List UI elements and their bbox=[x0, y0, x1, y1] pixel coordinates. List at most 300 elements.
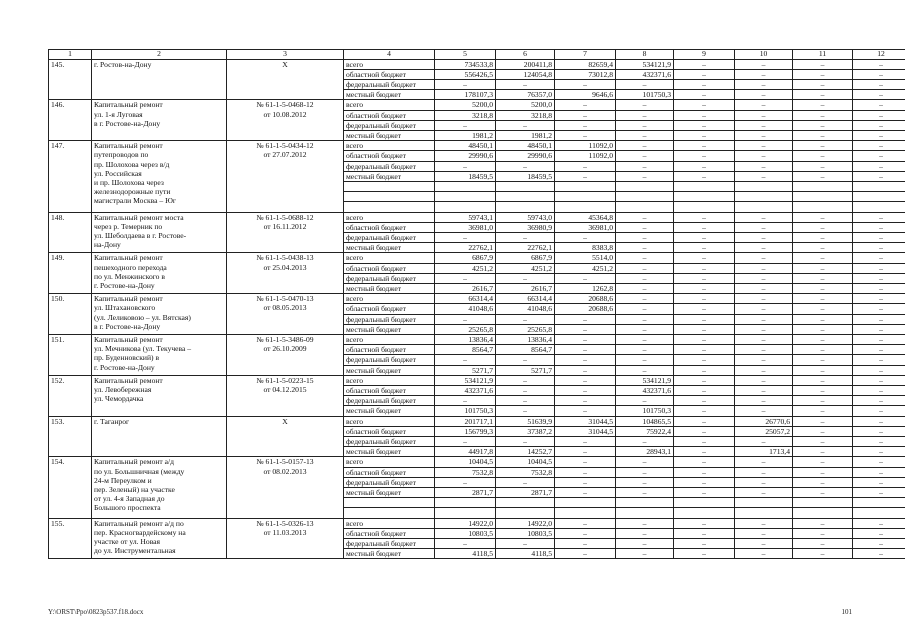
amount-cell: – bbox=[735, 100, 793, 110]
amount-cell: – bbox=[793, 59, 853, 69]
amount-cell: – bbox=[496, 120, 555, 130]
amount-cell: 9646,6 bbox=[555, 90, 616, 100]
amount-cell: 534121,9 bbox=[616, 375, 674, 385]
amount-cell: – bbox=[555, 314, 616, 324]
amount-cell: – bbox=[616, 233, 674, 243]
amount-cell: – bbox=[496, 80, 555, 90]
object-name-line: по ул. Большничная (между bbox=[94, 466, 185, 476]
amount-cell: – bbox=[735, 253, 793, 263]
amount-cell: – bbox=[555, 467, 616, 477]
object-name-line: пер. Красногвардейскому на bbox=[94, 527, 186, 537]
amount-cell: 8383,8 bbox=[555, 243, 616, 253]
funding-source: всего bbox=[344, 375, 435, 385]
amount-cell: – bbox=[793, 273, 853, 283]
amount-cell: – bbox=[674, 131, 735, 141]
amount-cell: 2616,7 bbox=[435, 284, 496, 294]
amount-cell bbox=[793, 508, 853, 518]
amount-cell: 14922,0 bbox=[496, 518, 555, 528]
amount-cell: – bbox=[735, 488, 793, 498]
amount-cell: – bbox=[853, 80, 905, 90]
amount-cell: 101750,3 bbox=[435, 406, 496, 416]
amount-cell: 101750,3 bbox=[616, 406, 674, 416]
funding-source: областной бюджет bbox=[344, 222, 435, 232]
object-name-line: ул. Мечникова (ул. Текучева – bbox=[94, 344, 192, 354]
amount-cell: 36981,0 bbox=[435, 222, 496, 232]
table-row bbox=[49, 59, 905, 69]
amount-cell: 3218,8 bbox=[496, 110, 555, 120]
amount-cell: – bbox=[853, 518, 905, 528]
amount-cell: 18459,5 bbox=[496, 171, 555, 181]
amount-cell: – bbox=[793, 141, 853, 151]
amount-cell: – bbox=[674, 345, 735, 355]
amount-cell: 29990,6 bbox=[435, 151, 496, 161]
table-row bbox=[49, 141, 905, 151]
amount-cell: – bbox=[555, 80, 616, 90]
amount-cell: – bbox=[735, 284, 793, 294]
amount-cell: – bbox=[735, 80, 793, 90]
amount-cell: – bbox=[616, 222, 674, 232]
object-name-line: Большого проспекта bbox=[94, 503, 161, 513]
amount-cell: 48450,1 bbox=[496, 141, 555, 151]
amount-cell: – bbox=[735, 324, 793, 334]
amount-cell bbox=[735, 202, 793, 212]
amount-cell: – bbox=[555, 233, 616, 243]
amount-cell bbox=[674, 192, 735, 202]
amount-cell: – bbox=[853, 416, 905, 426]
amount-cell: 31044,5 bbox=[555, 416, 616, 426]
amount-cell: – bbox=[616, 355, 674, 365]
amount-cell: 10404,5 bbox=[496, 457, 555, 467]
amount-cell: – bbox=[793, 457, 853, 467]
amount-cell: 29990,6 bbox=[496, 151, 555, 161]
expertise-document-line: № 61-1-5-0470-13 bbox=[256, 294, 314, 304]
amount-cell: – bbox=[735, 304, 793, 314]
funding-source: всего bbox=[344, 416, 435, 426]
expertise-document-line: от 08.02.2013 bbox=[263, 466, 307, 476]
amount-cell: – bbox=[853, 222, 905, 232]
amount-cell: – bbox=[853, 406, 905, 416]
amount-cell bbox=[793, 182, 853, 192]
amount-cell: 6867,9 bbox=[496, 253, 555, 263]
amount-cell: 8564,7 bbox=[435, 345, 496, 355]
amount-cell: – bbox=[616, 131, 674, 141]
amount-cell: 1981,2 bbox=[435, 131, 496, 141]
amount-cell: – bbox=[555, 375, 616, 385]
amount-cell: – bbox=[793, 80, 853, 90]
funding-source: местный бюджет bbox=[344, 365, 435, 375]
table-row bbox=[49, 335, 905, 345]
amount-cell: – bbox=[616, 528, 674, 538]
amount-cell: – bbox=[793, 396, 853, 406]
amount-cell bbox=[616, 498, 674, 508]
amount-cell: – bbox=[674, 528, 735, 538]
amount-cell: – bbox=[853, 375, 905, 385]
amount-cell: 2871,7 bbox=[496, 488, 555, 498]
amount-cell: – bbox=[793, 518, 853, 528]
amount-cell: – bbox=[674, 335, 735, 345]
amount-cell: 4251,2 bbox=[435, 263, 496, 273]
funding-source: местный бюджет bbox=[344, 171, 435, 181]
amount-cell: – bbox=[555, 100, 616, 110]
expertise-document-line: № 61-1-5-0434-12 bbox=[256, 141, 314, 151]
amount-cell bbox=[674, 202, 735, 212]
amount-cell: – bbox=[616, 467, 674, 477]
funding-source bbox=[344, 498, 435, 508]
amount-cell: – bbox=[616, 243, 674, 253]
amount-cell: – bbox=[793, 243, 853, 253]
funding-source: федеральный бюджет bbox=[344, 233, 435, 243]
amount-cell: 432371,6 bbox=[435, 386, 496, 396]
amount-cell: – bbox=[616, 365, 674, 375]
amount-cell: – bbox=[735, 467, 793, 477]
funding-source: федеральный бюджет bbox=[344, 355, 435, 365]
expertise-document bbox=[227, 416, 344, 457]
amount-cell: – bbox=[435, 539, 496, 549]
amount-cell: – bbox=[555, 457, 616, 467]
amount-cell: – bbox=[674, 233, 735, 243]
amount-cell: – bbox=[616, 539, 674, 549]
object-name bbox=[92, 141, 227, 212]
amount-cell: 1262,8 bbox=[555, 284, 616, 294]
amount-cell: – bbox=[496, 161, 555, 171]
funding-source: федеральный бюджет bbox=[344, 161, 435, 171]
amount-cell: – bbox=[435, 314, 496, 324]
amount-cell: 10803,5 bbox=[496, 528, 555, 538]
amount-cell: 22762,1 bbox=[496, 243, 555, 253]
amount-cell: – bbox=[793, 171, 853, 181]
funding-source: всего bbox=[344, 100, 435, 110]
amount-cell: – bbox=[496, 477, 555, 487]
table-row bbox=[49, 253, 905, 263]
amount-cell: 66314,4 bbox=[435, 294, 496, 304]
amount-cell: 5200,0 bbox=[496, 100, 555, 110]
amount-cell: – bbox=[793, 90, 853, 100]
amount-cell: – bbox=[793, 539, 853, 549]
amount-cell: – bbox=[853, 212, 905, 222]
amount-cell: – bbox=[735, 151, 793, 161]
amount-cell: – bbox=[435, 437, 496, 447]
column-number-cell: 6 bbox=[496, 50, 555, 60]
amount-cell: – bbox=[674, 488, 735, 498]
amount-cell: – bbox=[853, 396, 905, 406]
funding-source: федеральный бюджет bbox=[344, 396, 435, 406]
amount-cell: 51639,9 bbox=[496, 416, 555, 426]
object-name bbox=[92, 375, 227, 416]
amount-cell: – bbox=[793, 416, 853, 426]
amount-cell: – bbox=[793, 324, 853, 334]
amount-cell: – bbox=[616, 314, 674, 324]
object-name-line: ул. Левобережная bbox=[94, 385, 152, 395]
expertise-document-line: от 04.12.2015 bbox=[263, 385, 307, 395]
amount-cell: 14922,0 bbox=[435, 518, 496, 528]
amount-cell: – bbox=[793, 131, 853, 141]
amount-cell: – bbox=[674, 416, 735, 426]
table-row bbox=[49, 294, 905, 304]
amount-cell: – bbox=[793, 426, 853, 436]
amount-cell: – bbox=[793, 120, 853, 130]
amount-cell bbox=[435, 508, 496, 518]
amount-cell bbox=[555, 192, 616, 202]
table-row bbox=[49, 375, 905, 385]
funding-source: федеральный бюджет bbox=[344, 273, 435, 283]
amount-cell: – bbox=[793, 161, 853, 171]
amount-cell bbox=[616, 202, 674, 212]
amount-cell bbox=[674, 498, 735, 508]
object-name-line: г. Ростове-на-Дону bbox=[94, 281, 155, 291]
object-name-line: Капитальный ремонт bbox=[94, 294, 163, 304]
object-name-line: ул. Шеболдаева в г. Ростове- bbox=[94, 231, 187, 240]
amount-cell: 5514,0 bbox=[555, 253, 616, 263]
budget-table-page bbox=[48, 49, 905, 559]
amount-cell: – bbox=[853, 437, 905, 447]
amount-cell: – bbox=[674, 141, 735, 151]
table-row bbox=[49, 100, 905, 110]
amount-cell: – bbox=[735, 528, 793, 538]
amount-cell bbox=[735, 508, 793, 518]
amount-cell: 101750,3 bbox=[616, 90, 674, 100]
amount-cell: – bbox=[674, 80, 735, 90]
table-row bbox=[49, 457, 905, 467]
amount-cell: – bbox=[674, 426, 735, 436]
funding-source: всего bbox=[344, 141, 435, 151]
object-name-line: пешеходного перехода bbox=[94, 262, 167, 272]
amount-cell: – bbox=[674, 212, 735, 222]
amount-cell: – bbox=[853, 355, 905, 365]
object-name bbox=[92, 59, 227, 100]
expertise-document-line: от 25.04.2013 bbox=[263, 262, 307, 272]
amount-cell: – bbox=[735, 457, 793, 467]
amount-cell: 73012,8 bbox=[555, 69, 616, 79]
funding-source: всего bbox=[344, 212, 435, 222]
amount-cell: – bbox=[793, 212, 853, 222]
amount-cell: – bbox=[555, 406, 616, 416]
amount-cell: – bbox=[555, 549, 616, 559]
expertise-document-line: от 08.05.2013 bbox=[263, 303, 307, 313]
amount-cell bbox=[555, 182, 616, 192]
funding-source bbox=[344, 508, 435, 518]
amount-cell: 534121,9 bbox=[616, 59, 674, 69]
amount-cell: 36980,9 bbox=[496, 222, 555, 232]
object-name-line: в г. Ростове-на-Дону bbox=[94, 321, 161, 331]
amount-cell: – bbox=[674, 263, 735, 273]
expertise-document-line: № 61-1-5-0688-12 bbox=[256, 212, 314, 222]
amount-cell: – bbox=[853, 273, 905, 283]
object-name-line: ул. Штахановского bbox=[94, 303, 156, 313]
amount-cell: 25265,8 bbox=[496, 324, 555, 334]
amount-cell: – bbox=[853, 100, 905, 110]
funding-source: всего bbox=[344, 518, 435, 528]
amount-cell: – bbox=[853, 457, 905, 467]
amount-cell: – bbox=[616, 345, 674, 355]
object-name-line: железнодорожные пути bbox=[94, 187, 171, 197]
amount-cell: – bbox=[735, 539, 793, 549]
amount-cell: – bbox=[616, 273, 674, 283]
funding-source: всего bbox=[344, 457, 435, 467]
amount-cell: – bbox=[555, 110, 616, 120]
amount-cell: – bbox=[496, 375, 555, 385]
amount-cell: – bbox=[735, 59, 793, 69]
amount-cell bbox=[616, 192, 674, 202]
amount-cell: – bbox=[735, 263, 793, 273]
amount-cell: 5271,7 bbox=[435, 365, 496, 375]
amount-cell bbox=[435, 202, 496, 212]
amount-cell: – bbox=[674, 171, 735, 181]
object-name bbox=[92, 253, 227, 294]
funding-source: местный бюджет bbox=[344, 284, 435, 294]
amount-cell: – bbox=[674, 222, 735, 232]
amount-cell bbox=[793, 202, 853, 212]
amount-cell: – bbox=[735, 273, 793, 283]
amount-cell: – bbox=[616, 263, 674, 273]
amount-cell: – bbox=[674, 457, 735, 467]
column-number-cell: 10 bbox=[735, 50, 793, 60]
amount-cell: – bbox=[435, 120, 496, 130]
amount-cell: – bbox=[793, 263, 853, 273]
page-number: 101 bbox=[841, 608, 852, 616]
funding-source: федеральный бюджет bbox=[344, 437, 435, 447]
expertise-document bbox=[227, 457, 344, 518]
amount-cell: – bbox=[674, 120, 735, 130]
expertise-document-line: № 61-1-5-0438-13 bbox=[256, 253, 314, 263]
amount-cell: – bbox=[793, 314, 853, 324]
amount-cell: – bbox=[555, 365, 616, 375]
object-name bbox=[92, 294, 227, 335]
object-name-line: Капитальный ремонт а/д bbox=[94, 457, 174, 467]
amount-cell: 4118,5 bbox=[496, 549, 555, 559]
object-name bbox=[92, 212, 227, 253]
expertise-document-line: № 61-1-5-0157-13 bbox=[256, 457, 314, 467]
amount-cell: – bbox=[735, 161, 793, 171]
table-row bbox=[49, 518, 905, 528]
amount-cell: – bbox=[496, 406, 555, 416]
funding-source: местный бюджет bbox=[344, 447, 435, 457]
amount-cell: – bbox=[735, 355, 793, 365]
expertise-document bbox=[227, 375, 344, 416]
amount-cell: – bbox=[735, 345, 793, 355]
amount-cell: – bbox=[853, 345, 905, 355]
amount-cell: – bbox=[555, 161, 616, 171]
funding-source: местный бюджет bbox=[344, 324, 435, 334]
amount-cell: 41048,6 bbox=[496, 304, 555, 314]
object-name-line: г. Ростове-на-Дону bbox=[94, 362, 155, 372]
amount-cell: – bbox=[853, 90, 905, 100]
amount-cell bbox=[616, 182, 674, 192]
amount-cell: – bbox=[555, 386, 616, 396]
amount-cell: – bbox=[735, 375, 793, 385]
amount-cell: – bbox=[674, 294, 735, 304]
item-number: 151. bbox=[49, 335, 92, 376]
amount-cell: 20688,6 bbox=[555, 304, 616, 314]
amount-cell: 11092,0 bbox=[555, 141, 616, 151]
expertise-document bbox=[227, 100, 344, 141]
funding-source: федеральный бюджет bbox=[344, 477, 435, 487]
amount-cell: 11092,0 bbox=[555, 151, 616, 161]
object-name-line: путепроводов по bbox=[94, 150, 149, 160]
amount-cell: – bbox=[674, 386, 735, 396]
budget-table bbox=[48, 49, 905, 559]
amount-cell: – bbox=[853, 120, 905, 130]
expertise-document-line: № 61-1-5-0468-12 bbox=[256, 100, 314, 110]
amount-cell: 25057,2 bbox=[735, 426, 793, 436]
amount-cell: 18459,5 bbox=[435, 171, 496, 181]
amount-cell: 36981,0 bbox=[555, 222, 616, 232]
amount-cell: – bbox=[735, 243, 793, 253]
amount-cell: – bbox=[793, 477, 853, 487]
amount-cell: – bbox=[555, 539, 616, 549]
funding-source: всего bbox=[344, 253, 435, 263]
amount-cell: – bbox=[435, 273, 496, 283]
expertise-document-line: № 61-1-5-0326-13 bbox=[256, 518, 314, 528]
amount-cell bbox=[435, 192, 496, 202]
amount-cell: – bbox=[853, 467, 905, 477]
column-number-cell: 9 bbox=[674, 50, 735, 60]
funding-source: всего bbox=[344, 335, 435, 345]
object-name-line: ул. Российская bbox=[94, 168, 142, 178]
amount-cell bbox=[496, 498, 555, 508]
object-name-line: через р. Темерник по bbox=[94, 221, 163, 231]
amount-cell: 124054,8 bbox=[496, 69, 555, 79]
object-name-line: 24-м Переулком и bbox=[94, 475, 152, 485]
amount-cell: – bbox=[616, 171, 674, 181]
amount-cell: – bbox=[853, 243, 905, 253]
amount-cell: – bbox=[555, 345, 616, 355]
amount-cell: – bbox=[735, 90, 793, 100]
amount-cell bbox=[555, 508, 616, 518]
funding-source: областной бюджет bbox=[344, 69, 435, 79]
amount-cell: – bbox=[555, 273, 616, 283]
amount-cell: – bbox=[735, 69, 793, 79]
amount-cell bbox=[435, 182, 496, 192]
item-number: 147. bbox=[49, 141, 92, 212]
column-number-cell: 2 bbox=[92, 50, 227, 60]
object-name-line: Капитальный ремонт bbox=[94, 141, 163, 151]
amount-cell: – bbox=[793, 406, 853, 416]
amount-cell: 10803,5 bbox=[435, 528, 496, 538]
funding-source: областной бюджет bbox=[344, 467, 435, 477]
amount-cell: – bbox=[674, 90, 735, 100]
amount-cell: – bbox=[616, 253, 674, 263]
amount-cell: – bbox=[674, 100, 735, 110]
object-name-line: участке от ул. Новая bbox=[94, 537, 161, 547]
amount-cell bbox=[853, 508, 905, 518]
amount-cell: 8564,7 bbox=[496, 345, 555, 355]
funding-source: областной бюджет bbox=[344, 304, 435, 314]
amount-cell: 1713,4 bbox=[735, 447, 793, 457]
amount-cell: – bbox=[793, 110, 853, 120]
object-name bbox=[92, 100, 227, 141]
amount-cell bbox=[674, 182, 735, 192]
amount-cell: 5200,0 bbox=[435, 100, 496, 110]
amount-cell: – bbox=[735, 406, 793, 416]
funding-source: местный бюджет bbox=[344, 90, 435, 100]
amount-cell: – bbox=[793, 284, 853, 294]
amount-cell bbox=[496, 192, 555, 202]
funding-source: областной бюджет bbox=[344, 386, 435, 396]
amount-cell: – bbox=[616, 141, 674, 151]
item-number: 149. bbox=[49, 253, 92, 294]
expertise-document bbox=[227, 253, 344, 294]
object-name-line: Капитальный ремонт bbox=[94, 335, 163, 345]
item-number: 152. bbox=[49, 375, 92, 416]
funding-source: областной бюджет bbox=[344, 110, 435, 120]
object-name-line: (ул. Леликовою – ул. Вятская) bbox=[94, 312, 191, 322]
amount-cell: – bbox=[496, 355, 555, 365]
amount-cell: – bbox=[853, 447, 905, 457]
funding-source: местный бюджет bbox=[344, 549, 435, 559]
amount-cell: – bbox=[616, 437, 674, 447]
object-name-line: Капитальный ремонт моста bbox=[94, 212, 184, 222]
amount-cell bbox=[555, 498, 616, 508]
